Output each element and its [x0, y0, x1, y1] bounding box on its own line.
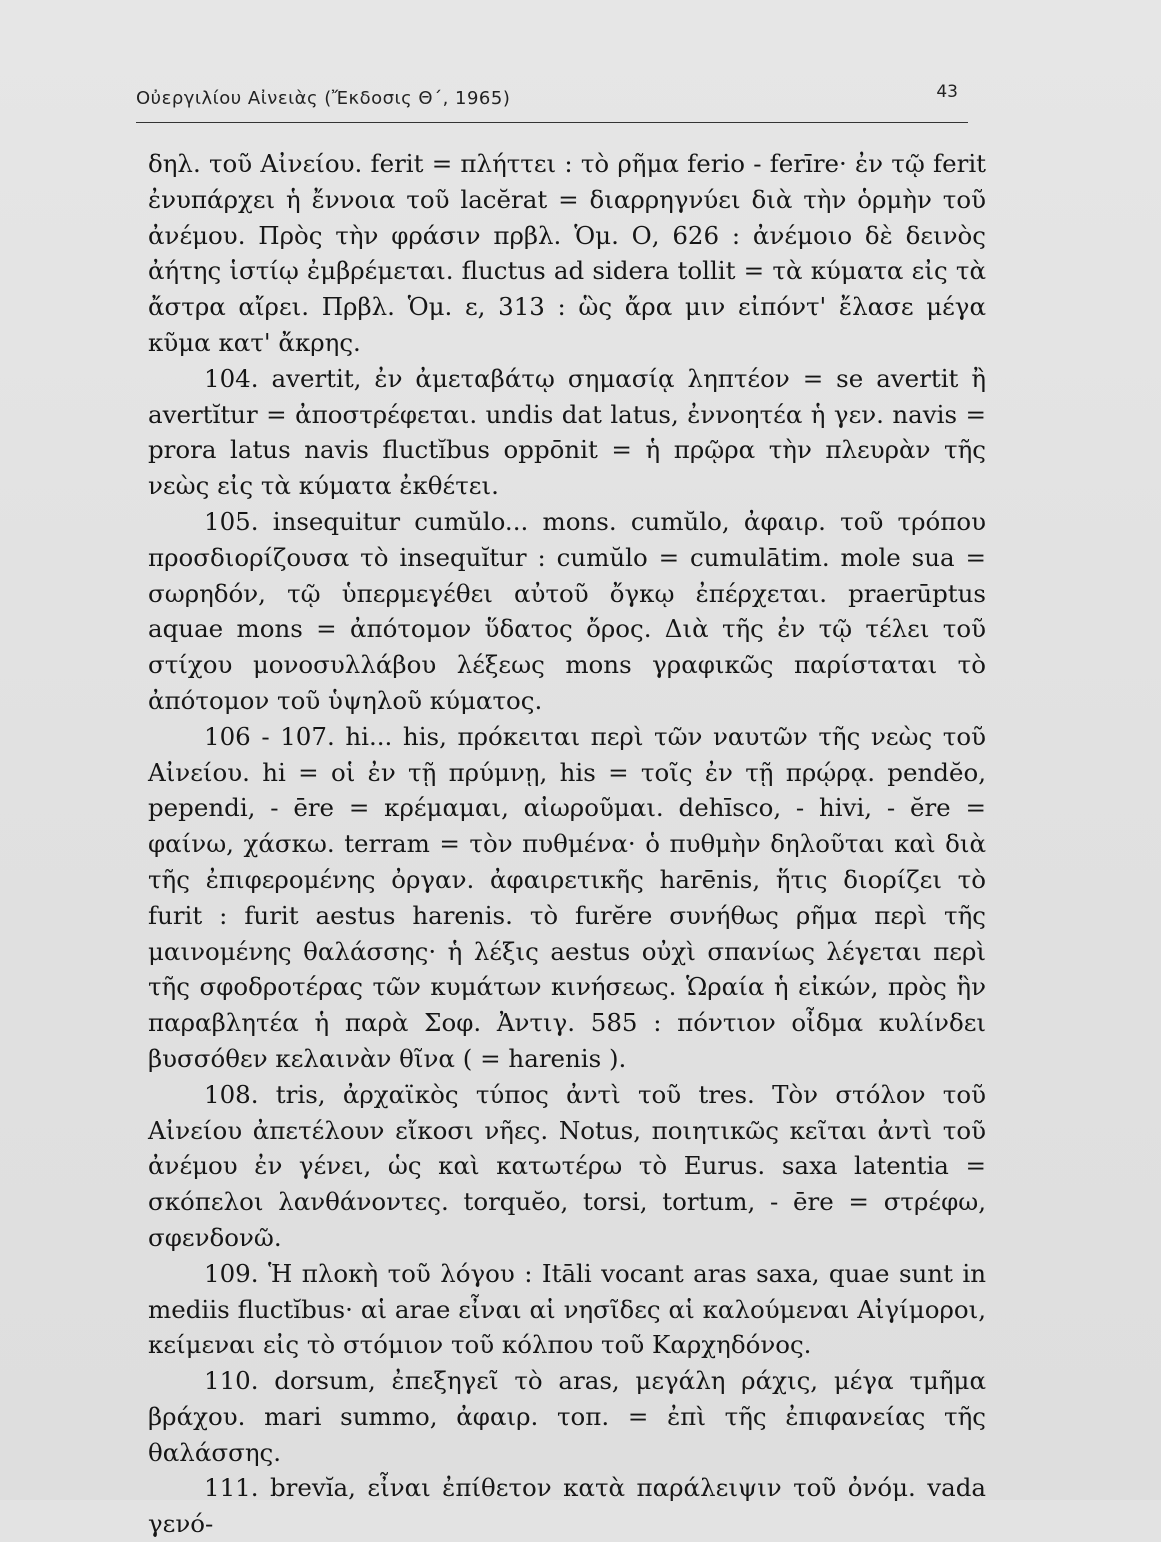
paragraph-note-109: 109. Ἡ πλοκὴ τοῦ λόγου : Itāli vocant aras saxa, quae sunt in mediis fluctĭbus· αἱ arae εἶναι αἱ νησῖδες αἱ καλούμεναι Αἰγίμοροι, κείμεναι εἰς τὸ στόμιον τοῦ κόλπου τοῦ Καρχηδόνος. — [148, 1258, 986, 1360]
paragraph-note-111: 111. brevĭa, εἶναι ἐπίθετον κατὰ παράλειψιν τοῦ ὀνόμ. vada γενό- — [148, 1473, 986, 1539]
running-header — [136, 82, 968, 118]
paragraph-continuation: δηλ. τοῦ Αἰνείου. ferit = πλήττει : τὸ ρῆμα ferio - ferīre· ἐν τῷ ferit ἐνυπάρχει ἡ ἔννοια τοῦ lacĕrat = διαρρηγνύει διὰ τὴν ὁρμὴν τοῦ ἀνέμου. Πρὸς τὴν φράσιν πρβλ. Ὁμ. Ο, 626 : ἀνέμοιο δὲ δεινὸς ἀήτης ἱστίῳ ἐμβρέμεται. fluctus ad sidera tollit = τὰ κύματα εἰς τὰ ἄστρα αἴρει. Πρβλ. Ὁμ. ε, 313 : ὣς ἄρα μιν εἰπόντ' ἔλασε μέγα κῦμα κατ' ἄκρης. — [148, 149, 986, 357]
header-title: Οὐεργιλίου Αἰνειὰς (Ἔκδοσις Θ΄, 1965) — [136, 88, 511, 109]
paragraph-note-105: 105. insequitur cumŭlo... mons. cumŭlo, ἀφαιρ. τοῦ τρόπου προσδιορίζουσα τὸ insequĭtur : cumŭlo = cumulātim. mole sua = σωρηδόν, τῷ ὑπερμεγέθει αὐτοῦ ὄγκῳ ἐπέρχεται. praerūptus aquae mons = ἀπότομον ὕδατος ὄρος. Διὰ τῆς ἐν τῷ τέλει τοῦ στίχου μονοσυλλάβου λέξεως mons γραφικῶς παρίσταται τὸ ἀπότομον τοῦ ὑψηλοῦ κύματος. — [148, 506, 986, 715]
paragraph-note-108: 108. tris, ἀρχαϊκὸς τύπος ἀντὶ τοῦ tres. Τὸν στόλον τοῦ Αἰνείου ἀπετέλουν εἴκοσι νῆες. Notus, ποιητικῶς κεῖται ἀντὶ τοῦ ἀνέμου ἐν γένει, ὡς καὶ κατωτέρω τὸ Eurus. saxa latentia = σκόπελοι λανθάνοντες. torquĕo, torsi, tortum, - ēre = στρέφω, σφενδονῶ. — [148, 1079, 986, 1252]
page-number: 43 — [936, 82, 958, 102]
paragraph-note-104: 104. avertit, ἐν ἀμεταβάτῳ σημασίᾳ ληπτέον = se avertit ἢ avertĭtur = ἀποστρέφεται. undis dat latus, ἐννοητέα ἡ γεν. navis = prora latus navis fluctĭbus oppōnit = ἡ πρῷρα τὴν πλευρὰν τῆς νεὼς εἰς τὰ κύματα ἐκθέτει. — [148, 363, 986, 501]
paragraph-note-106-107: 106 - 107. hi... his, πρόκειται περὶ τῶν ναυτῶν τῆς νεὼς τοῦ Αἰνείου. hi = οἱ ἐν τῇ πρύμνῃ, his = τοῖς ἐν τῇ πρῴρᾳ. pendĕo, pependi, - ēre = κρέμαμαι, αἰωροῦμαι. dehīsco, - hivi, - ĕre = φαίνω, χάσκω. terram = τὸν πυθμένα· ὁ πυθμὴν δηλοῦται καὶ διὰ τῆς ἐπιφερομένης ὀργαν. ἀφαιρετικῆς harēnis, ἥτις διορίζει τὸ furit : furit aestus harenis. τὸ furĕre συνήθως ρῆμα περὶ τῆς μαινομένης θαλάσσης· ἡ λέξις aestus οὐχὶ σπανίως λέγεται περὶ τῆς σφοδροτέρας τῶν κυμάτων κινήσεως. Ὡραία ἡ εἰκών, πρὸς ἣν παραβλητέα ἡ παρὰ Σοφ. Ἀντιγ. 585 : πόντιον οἶδμα κυλίνδει βυσσόθεν κελαινὰν θῖνα ( = harenis ). — [148, 721, 986, 1073]
header-divider — [136, 122, 968, 123]
body-text — [148, 146, 986, 1542]
paragraph-note-110: 110. dorsum, ἐπεξηγεῖ τὸ aras, μεγάλη ράχις, μέγα τμῆμα βράχου. mari summo, ἀφαιρ. τοπ. = ἐπὶ τῆς ἐπιφανείας τῆς θαλάσσης. — [148, 1366, 986, 1467]
